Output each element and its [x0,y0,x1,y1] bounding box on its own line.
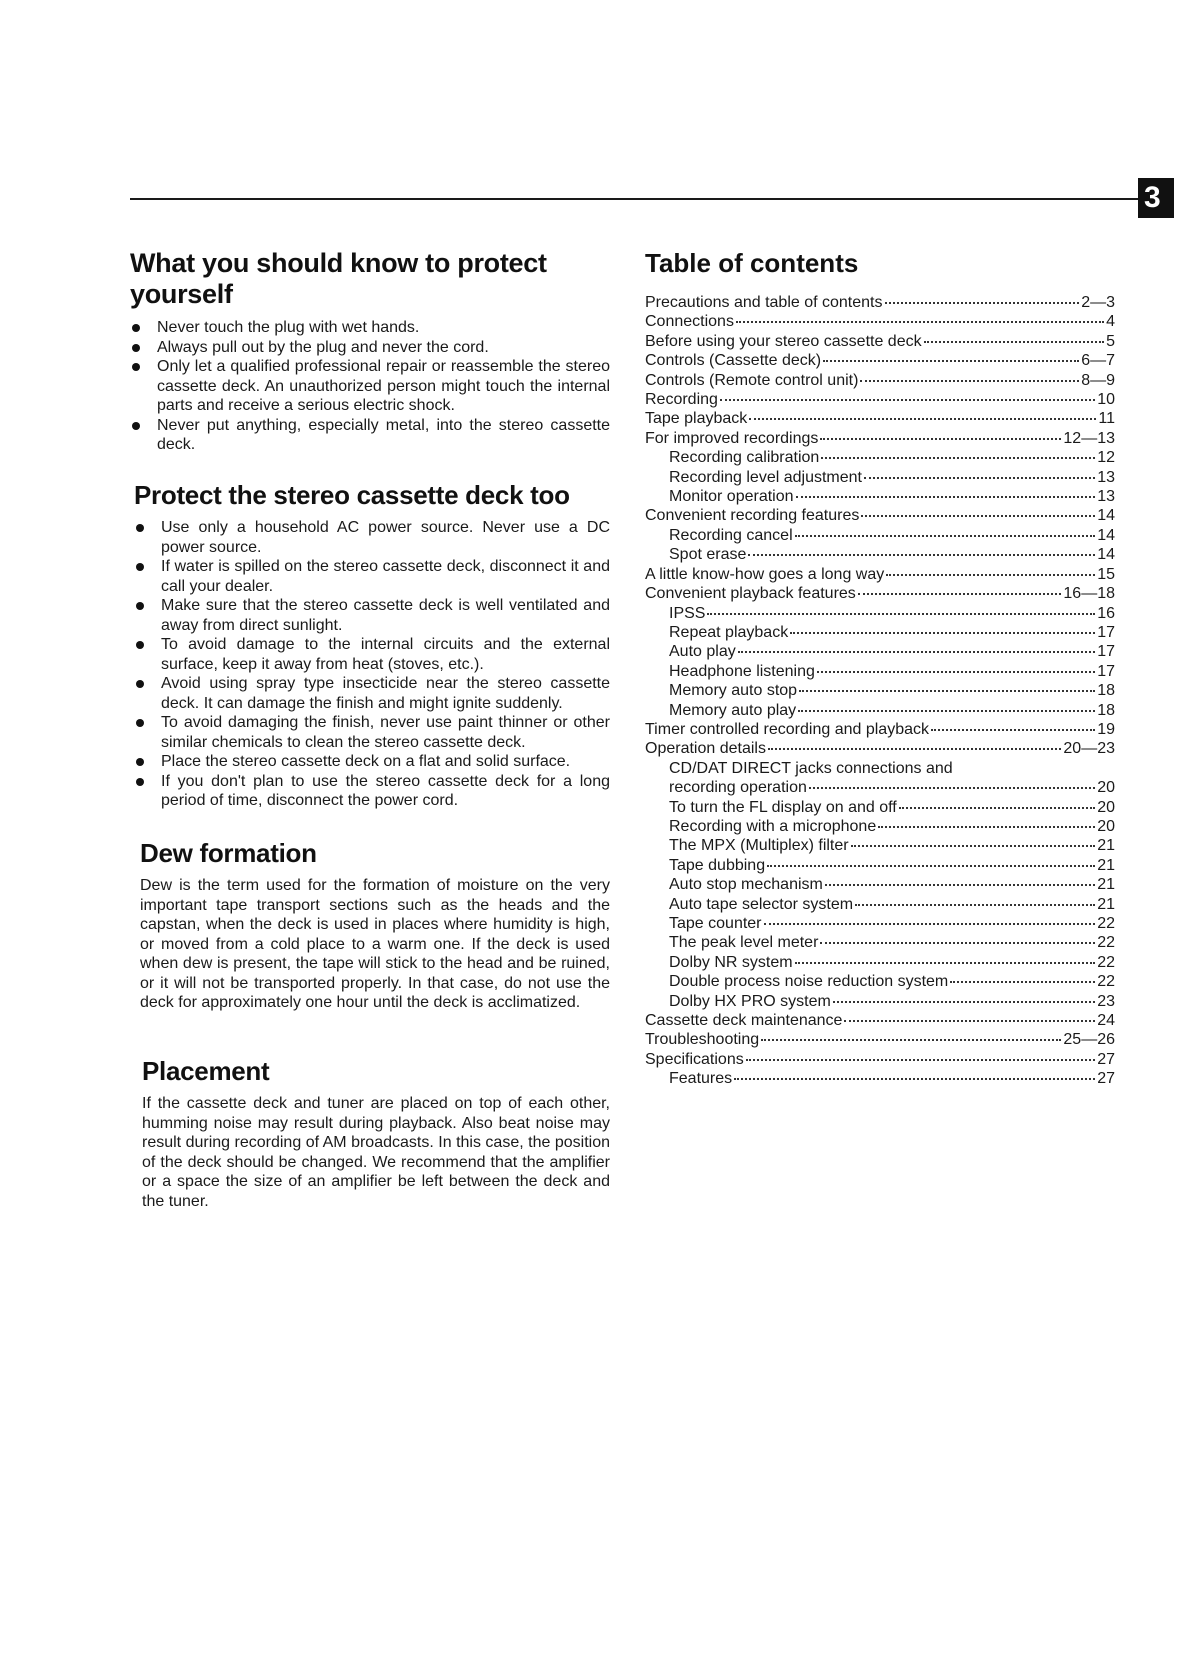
toc-leader-dots [799,690,1095,692]
toc-entry-page: 18 [1097,701,1115,719]
toc-entry-page: 5 [1106,332,1115,350]
toc-entry-page: 14 [1097,507,1115,525]
toc-entry [645,371,1115,390]
toc-entry [645,972,1115,991]
toc-entry-title: Controls (Remote control unit) [645,371,859,389]
toc-entry [645,992,1115,1011]
toc-entry [645,448,1115,467]
toc-entry [645,332,1115,351]
toc-entry-title: Memory auto stop [669,682,798,700]
toc-entry-title: The peak level meter [669,934,819,952]
toc-entry-title: Spot erase [669,546,747,564]
toc-leader-dots [790,632,1095,634]
toc-leader-dots [821,457,1095,459]
toc-leader-dots [738,651,1095,653]
toc-entry-title: Connections [645,313,734,331]
toc-entry [645,720,1115,739]
toc-entry-page: 6—7 [1081,352,1115,370]
toc-entry [645,1011,1115,1030]
toc-entry-page: 20 [1097,779,1115,797]
toc-entry-page: 13 [1097,488,1115,506]
dew-formation-text: Dew is the term used for the formation of moisture on the very important tape transport sections such as the heads and the capstan, when the deck is used in places where humidity is high, or moved from a cold place to a warm one. If the deck is used when dew is present, the tape will stick to the head and be ruined, or it will not be transported properly. In that case, do not use the deck for approximately one hour until the deck is acclimatized. [140,877,610,1011]
list-protect-yourself [130,318,610,455]
toc-entry-page: 11 [1098,410,1115,428]
list-item: To avoid damage to the internal circuits and the external surface, keep it away from heat (stoves, etc.). [134,635,610,674]
toc-entry-title: Repeat playback [669,623,789,641]
toc-entry-page: 21 [1097,895,1115,913]
toc-entry [645,565,1115,584]
toc-entry-title: Features [669,1070,733,1088]
toc-leader-dots [878,826,1095,828]
toc-leader-dots [707,613,1095,615]
toc-entry [645,836,1115,855]
toc-leader-dots [746,1059,1095,1061]
toc-entry-page: 16—18 [1063,585,1115,603]
toc-entry-page: 12—13 [1063,429,1115,447]
toc-leader-dots [734,1078,1095,1080]
toc-leader-dots [761,1039,1061,1041]
list-item: Never put anything, especially metal, into the stereo cassette deck. [130,416,610,455]
toc-entry-page: 18 [1097,682,1115,700]
toc-entry-title: Dolby NR system [669,953,793,971]
toc-leader-dots [820,942,1095,944]
toc-leader-dots [855,904,1095,906]
toc-leader-dots [764,923,1096,925]
toc-leader-dots [899,807,1096,809]
heading-protect-deck: Protect the stereo cassette deck too [134,480,570,510]
list-item: Make sure that the stereo cassette deck is well ventilated and away from direct sunlight. [134,596,610,635]
toc-entry-title: Dolby HX PRO system [669,992,831,1010]
toc-entry-page: 2—3 [1081,294,1115,311]
toc-entry-title: Recording with a microphone [669,817,877,835]
toc-leader-dots [798,710,1095,712]
toc-entry-title: Tape dubbing [669,856,766,874]
toc-entry-title: Convenient playback features [645,585,856,603]
toc-entry-page: 27 [1097,1070,1115,1088]
placement-text: If the cassette deck and tuner are placed on top of each other, humming noise may result during playback. Also beat noise may result during recording of AM broadcasts. In this case, the position of the deck should be changed. We recommend that the amplifier or a space the size of an amplifier be left between the deck and the tuner. [142,1095,610,1210]
toc-entry-title: A little know-how goes a long way [645,565,885,583]
list-item: If you don't plan to use the stereo cassette deck for a long period of time, disconnect the power cord. [134,772,610,811]
header-rule [130,198,1142,200]
toc-entry-title: Recording calibration [669,449,820,467]
toc-entry-page: 21 [1097,876,1115,894]
section-protect-deck [134,480,610,811]
toc-entry-title: Monitor operation [669,488,794,506]
toc-entry [645,1069,1115,1088]
toc-entry-title: Headphone listening [669,662,815,680]
toc-entry-page: 12 [1097,449,1115,467]
toc-entry [645,390,1115,409]
list-protect-deck [134,518,610,811]
toc-leader-dots [931,729,1095,731]
toc-leader-dots [820,438,1061,440]
section-placement [142,1056,610,1211]
toc-entry-title: Cassette deck maintenance [645,1012,843,1030]
toc-leader-dots [858,593,1062,595]
toc-entry-page: 14 [1097,526,1115,544]
toc-leader-dots [844,1020,1095,1022]
list-item: Use only a household AC power source. Never use a DC power source. [134,518,610,557]
toc-entry-title: Memory auto play [669,701,797,719]
toc-entry [645,584,1115,603]
toc-entry-title: Auto tape selector system [669,895,854,913]
toc-entry [645,293,1115,312]
toc-entry-page: 8—9 [1081,371,1115,389]
toc-leader-dots [851,845,1096,847]
toc-entry [645,662,1115,681]
section-dew-formation [140,838,610,1013]
toc-entry-page: 14 [1097,546,1115,564]
toc-leader-dots [864,477,1095,479]
toc-entry [645,487,1115,506]
toc-entry [645,739,1115,758]
toc-entry [645,778,1115,797]
toc-entry [645,914,1115,933]
toc-entry [645,953,1115,972]
toc-entry-page: 22 [1097,973,1115,991]
toc-entry-title: Recording cancel [669,526,793,544]
toc-entry-page: 21 [1097,856,1115,874]
toc-leader-dots [768,748,1061,750]
toc-entry [645,312,1115,331]
toc-entry-page: 22 [1097,915,1115,932]
heading-dew-formation: Dew formation [140,838,317,868]
toc-entry [645,817,1115,836]
toc-leader-dots [736,321,1104,323]
toc-entry-page: 10 [1097,391,1115,409]
toc-entry [645,1050,1115,1069]
toc-entry-page: 20 [1097,817,1115,835]
toc-entry [645,701,1115,720]
section-protect-yourself [130,248,610,455]
toc-entry-title: CD/DAT DIRECT jacks connections and [669,759,953,777]
toc-entry-title: Tape playback [645,410,748,428]
toc-entry-page: 27 [1097,1050,1115,1068]
toc-entry [645,1030,1115,1049]
toc-leader-dots [825,884,1095,886]
toc-entry-title: recording operation [669,779,807,797]
toc-entry [645,759,1115,778]
toc-leader-dots [950,981,1095,983]
toc-entry-page: 20—23 [1063,740,1115,758]
toc-entry-title: Specifications [645,1050,744,1068]
toc-entry-title: To turn the FL display on and off [669,798,897,816]
list-item: Only let a qualified professional repair or reassemble the stereo cassette deck. An unauthorized person might touch the internal parts and receive a serious electric shock. [130,357,610,416]
toc-entry-title: Troubleshooting [645,1031,760,1049]
toc-leader-dots [886,574,1095,576]
toc-leader-dots [833,1001,1095,1003]
toc-entry-page: 22 [1097,934,1115,952]
toc-entry [645,798,1115,817]
list-item: Always pull out by the plug and never the cord. [130,338,610,358]
toc-entry-page: 16 [1097,604,1115,622]
list-item: If water is spilled on the stereo cassette deck, disconnect it and call your dealer. [134,557,610,596]
toc-entry-title: Recording level adjustment [669,468,862,486]
toc-entry-page: 4 [1106,313,1115,331]
toc-entry-title: Timer controlled recording and playback [645,720,929,738]
toc-entry [645,933,1115,952]
table-of-contents [645,248,1115,1089]
list-item: To avoid damaging the finish, never use paint thinner or other similar chemicals to clean the stereo cassette deck. [134,713,610,752]
list-item: Never touch the plug with wet hands. [130,318,610,338]
toc-leader-dots [817,671,1095,673]
toc-leader-dots [823,360,1079,362]
toc-entry-title: Auto stop mechanism [669,876,823,894]
toc-entry [645,604,1115,623]
heading-protect-yourself: What you should know to protect yourself [130,248,547,309]
toc-entry-page: 22 [1097,953,1115,971]
toc-leader-dots [795,535,1096,537]
toc-entry [645,506,1115,525]
toc-leader-dots [720,399,1095,401]
toc-entry-title: For improved recordings [645,429,819,447]
toc-entry [645,856,1115,875]
toc-entry [645,681,1115,700]
toc-entry-page: 20 [1097,798,1115,816]
toc-entry [645,875,1115,894]
toc-entry-title: IPSS [669,604,706,622]
toc-entry-page: 23 [1097,992,1115,1010]
toc-entry-title: Convenient recording features [645,507,860,525]
toc-entry-title: The MPX (Multiplex) filter [669,837,849,855]
toc-entry-page: 15 [1097,565,1115,583]
toc-leader-dots [796,496,1096,498]
toc-entry-page: 17 [1097,623,1115,641]
page-number-tab: 3 [1138,178,1174,218]
list-item: Avoid using spray type insecticide near the stereo cassette deck. It can damage the finish and might ignite suddenly. [134,674,610,713]
toc-entry-page: 24 [1097,1012,1115,1030]
toc-entry [645,429,1115,448]
toc-title: Table of contents [645,248,859,278]
toc-entry-page: 21 [1097,837,1115,855]
heading-placement: Placement [142,1056,270,1086]
toc-entry-page: 25—26 [1063,1031,1115,1049]
toc-entry-page: 17 [1097,643,1115,661]
toc-entry-title: Auto play [669,643,736,661]
toc-entry [645,545,1115,564]
toc-leader-dots [748,554,1095,556]
toc-entry-title: Precautions and table of contents [645,294,883,311]
toc-entry-title: Recording [645,391,718,409]
toc-leader-dots [861,515,1095,517]
toc-entry-title: Tape counter [669,915,762,932]
toc-entry [645,351,1115,370]
toc-leader-dots [924,341,1105,343]
toc-entry [645,895,1115,914]
toc-entry-title: Controls (Cassette deck) [645,352,822,370]
list-item: Place the stereo cassette deck on a flat and solid surface. [134,752,610,772]
toc-leader-dots [767,865,1095,867]
toc-leader-dots [885,302,1080,304]
toc-entry-page: 17 [1097,662,1115,680]
toc-entry-page: 19 [1097,720,1115,738]
toc-entry-title: Double process noise reduction system [669,973,949,991]
toc-list [645,293,1115,1089]
toc-leader-dots [749,418,1096,420]
toc-entry [645,526,1115,545]
toc-entry-title: Operation details [645,740,766,758]
toc-entry [645,468,1115,487]
toc-entry [645,409,1115,428]
toc-leader-dots [860,380,1079,382]
toc-leader-dots [809,787,1095,789]
toc-entry [645,623,1115,642]
toc-entry-page: 13 [1097,468,1115,486]
toc-entry [645,642,1115,661]
toc-leader-dots [795,962,1096,964]
toc-entry-title: Before using your stereo cassette deck [645,332,922,350]
